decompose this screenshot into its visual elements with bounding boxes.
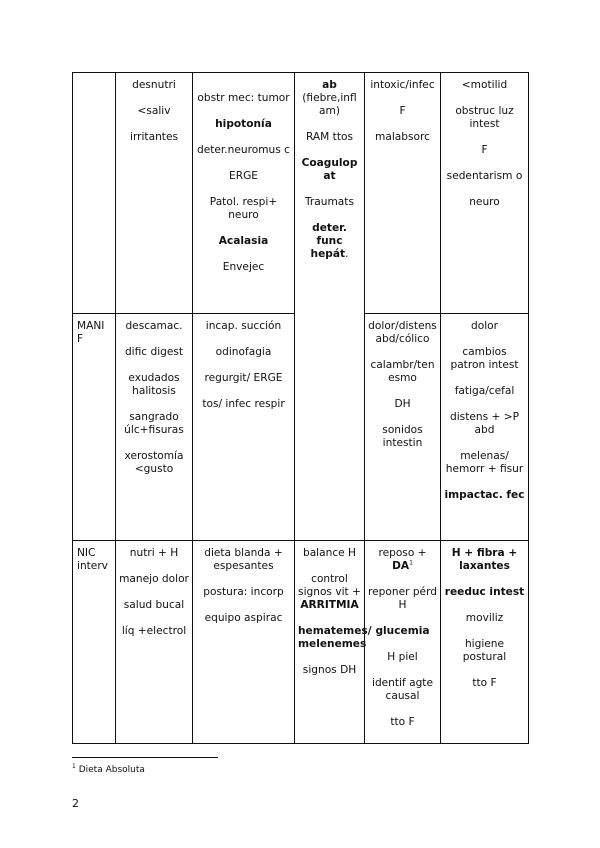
- row-header: [73, 73, 116, 314]
- table-cell: dolor/distens abd/cólico calambr/ten esmo DH sonidos intestin: [365, 314, 441, 541]
- table-cell: H + fibra + laxantes reeduc intest moviliz higiene postural tto F: [441, 541, 529, 744]
- footnote-separator: [72, 757, 218, 758]
- table-cell: intoxic/infec F malabsorc: [365, 73, 441, 314]
- table-row: [73, 73, 529, 314]
- footnote: [72, 765, 145, 775]
- table-cell: dolor cambios patron intest fatiga/cefal distens + >P abd melenas/ hemorr + fisur impactac. fec: [441, 314, 529, 541]
- table-cell: reposo + $DA^1$ reponer pérd H glucemia H piel identif agte causal tto F: [365, 541, 441, 744]
- table-cell: descamac. dific digest exudados halitosis sangrado úlc+fisuras xerostomía <gusto: [116, 314, 193, 541]
- page-number: 2: [72, 797, 79, 810]
- table-cell: obstr mec: tumor hipotonía deter.neuromus c ERGE Patol. respi+ neuro Acalasia Envejec: [193, 73, 295, 314]
- table-cell: incap. succión odinofagia regurgit/ ERGE tos/ infec respir: [193, 314, 295, 541]
- table-cell: <motilid obstruc luz intest F sedentarism o neuro: [441, 73, 529, 314]
- care-plan-table: [72, 72, 529, 744]
- table-cell: dieta blanda + espesantes postura: incorp equipo aspirac: [193, 541, 295, 744]
- table-cell: balance H control signos vit + ARRITMIA hematemes/ melenemes signos DH: [295, 541, 365, 744]
- row-header: MANI F: [73, 314, 116, 541]
- table-cell: ab (fiebre,infl am) RAM ttos Coagulop at Traumats deter. func hepát.: [295, 73, 365, 541]
- footnote-text: Dieta Absoluta: [78, 765, 145, 775]
- table-cell: desnutri <saliv irritantes: [116, 73, 193, 314]
- table-row: [73, 541, 529, 744]
- row-header: NIC interv: [73, 541, 116, 744]
- table-cell: nutri + H manejo dolor salud bucal líq +electrol: [116, 541, 193, 744]
- footnote-mark: 1: [72, 763, 76, 770]
- footnote-reference: 1: [409, 559, 413, 567]
